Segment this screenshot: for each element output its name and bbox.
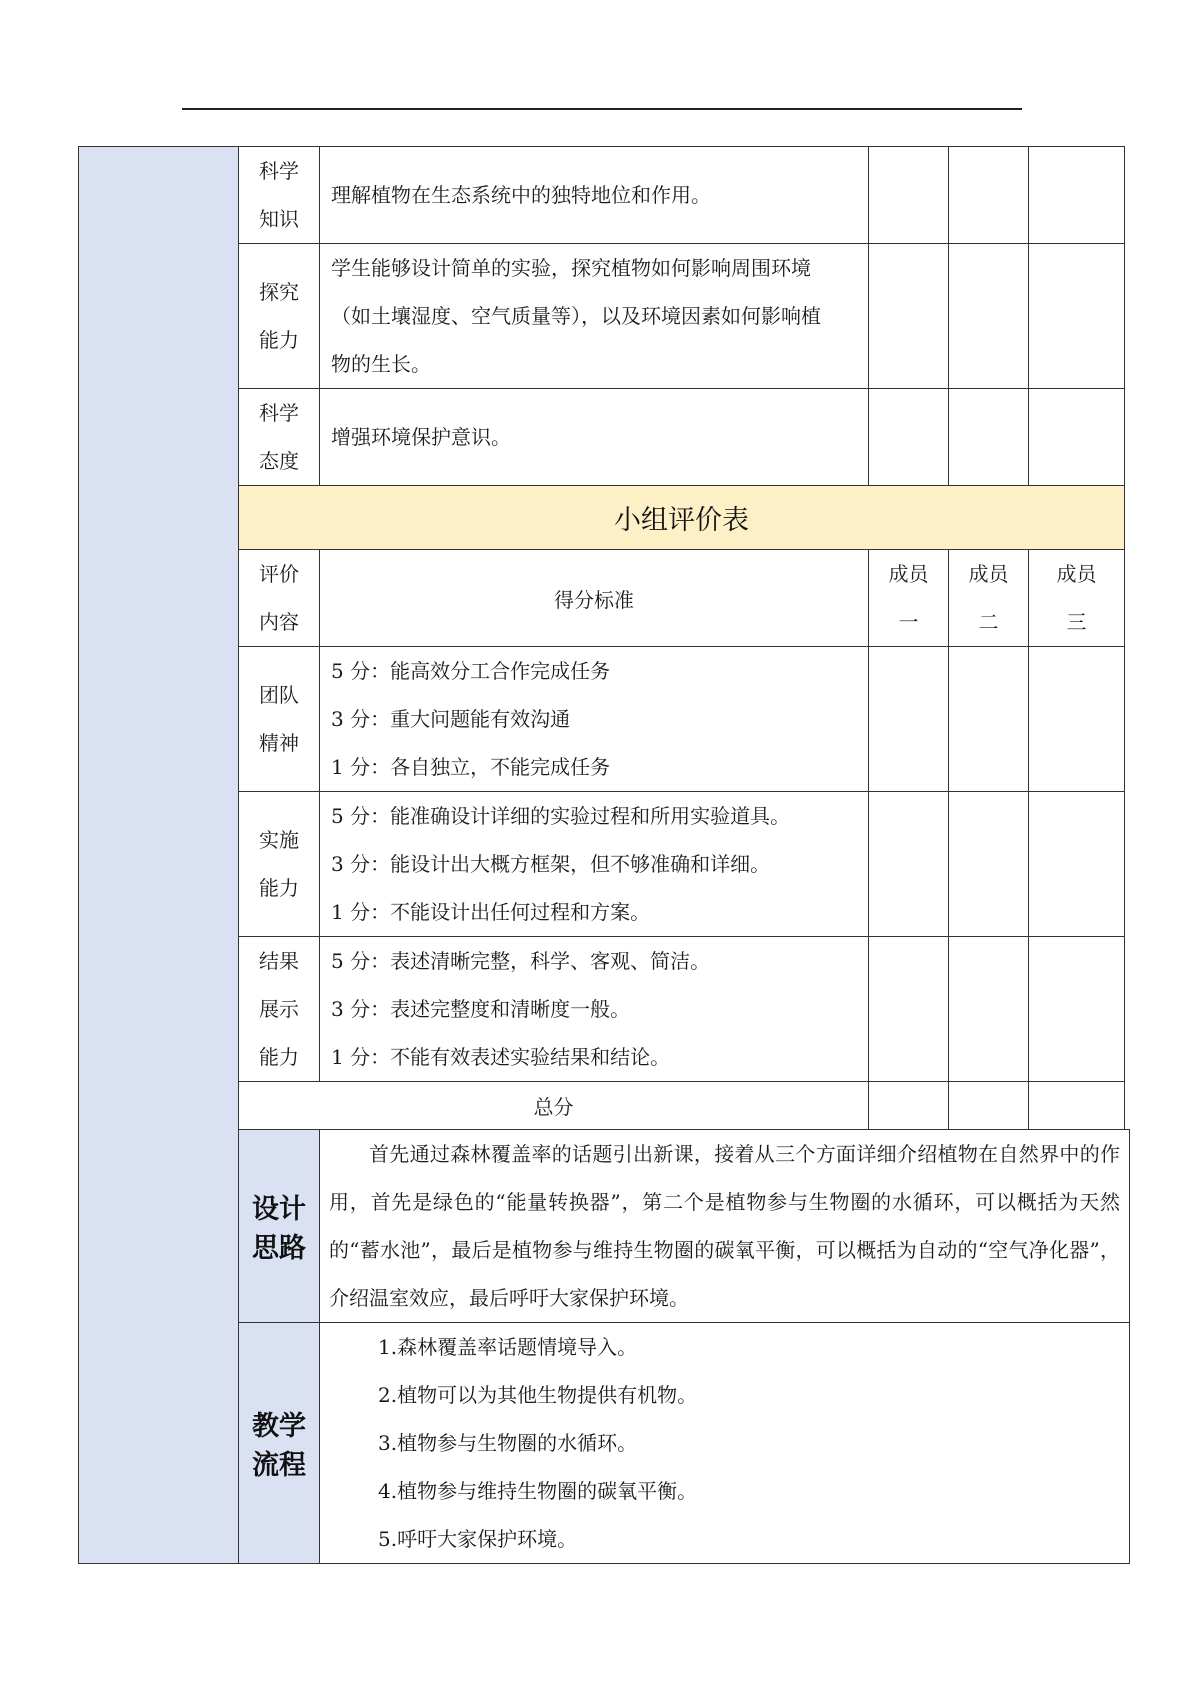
lesson-table [78, 146, 1130, 1564]
score-cell[interactable] [949, 792, 1029, 937]
criteria-label: 实施 能力 [239, 792, 320, 937]
row-label: 科学 知识 [239, 147, 320, 244]
process-steps [320, 1323, 1130, 1564]
score-cell[interactable] [949, 389, 1029, 486]
score-cell[interactable] [1029, 147, 1125, 244]
row-label: 探究 能力 [239, 244, 320, 389]
group-eval-title: 小组评价表 [239, 486, 1125, 550]
row-text: 理解植物在生态系统中的独特地位和作用。 [320, 147, 869, 244]
member-header-2: 成员 二 [949, 550, 1029, 647]
score-cell[interactable] [1029, 389, 1125, 486]
process-step: 1.森林覆盖率话题情境导入。 [378, 1335, 638, 1359]
score-cell[interactable] [1029, 244, 1125, 389]
score-cell[interactable] [1029, 937, 1125, 1082]
process-title: 教学流程 [239, 1323, 320, 1564]
row-text: 学生能够设计简单的实验，探究植物如何影响周围环境 （如土壤湿度、空气质量等），以及环境因素如何影响植 物的生长。 [320, 244, 869, 389]
score-cell[interactable] [869, 147, 949, 244]
score-cell[interactable] [869, 389, 949, 486]
criteria-text: 5 分：能高效分工合作完成任务 3 分：重大问题能有效沟通 1 分：各自独立，不能完成任务 [320, 647, 869, 792]
process-step: 3.植物参与生物圈的水循环。 [378, 1431, 638, 1455]
score-cell[interactable] [949, 647, 1029, 792]
design-title: 设计思路 [239, 1130, 320, 1323]
score-cell[interactable] [949, 147, 1029, 244]
criteria-text: 5 分：能准确设计详细的实验过程和所用实验道具。 3 分：能设计出大概方框架，但不够准确和详细。 1 分：不能设计出任何过程和方案。 [320, 792, 869, 937]
eval-content-header: 评价 内容 [239, 550, 320, 647]
criteria-text: 5 分：表述清晰完整，科学、客观、简洁。 3 分：表述完整度和清晰度一般。 1 分：不能有效表述实验结果和结论。 [320, 937, 869, 1082]
row-text: 增强环境保护意识。 [320, 389, 869, 486]
score-cell[interactable] [949, 937, 1029, 1082]
score-cell[interactable] [869, 244, 949, 389]
total-cell[interactable] [869, 1082, 949, 1130]
knowledge-row [79, 147, 1130, 244]
score-cell[interactable] [1029, 792, 1125, 937]
score-cell[interactable] [949, 244, 1029, 389]
score-cell[interactable] [869, 937, 949, 1082]
design-text: 首先通过森林覆盖率的话题引出新课，接着从三个方面详细介绍植物在自然界中的作用，首先是绿色的“能量转换器”，第二个是植物参与生物圈的水循环，可以概括为天然的“蓄水池”，最后是植物参与维持生物圈的碳氧平衡，可以概括为自动的“空气净化器”，介绍温室效应，最后呼吁大家保护环境。 [320, 1130, 1130, 1323]
criteria-label: 结果 展示 能力 [239, 937, 320, 1082]
member-header-1: 成员 一 [869, 550, 949, 647]
row-label: 科学 态度 [239, 389, 320, 486]
score-cell[interactable] [1029, 647, 1125, 792]
side-blank-cell [79, 147, 239, 1564]
process-step: 5.呼吁大家保护环境。 [378, 1527, 578, 1551]
process-step: 4.植物参与维持生物圈的碳氧平衡。 [378, 1479, 698, 1503]
header-rule [182, 108, 1022, 110]
process-step: 2.植物可以为其他生物提供有机物。 [378, 1383, 698, 1407]
total-cell[interactable] [949, 1082, 1029, 1130]
score-cell[interactable] [869, 647, 949, 792]
total-cell[interactable] [1029, 1082, 1125, 1130]
member-header-3: 成员 三 [1029, 550, 1125, 647]
score-cell[interactable] [869, 792, 949, 937]
criteria-header: 得分标准 [320, 550, 869, 647]
criteria-label: 团队 精神 [239, 647, 320, 792]
total-label: 总分 [239, 1082, 869, 1130]
